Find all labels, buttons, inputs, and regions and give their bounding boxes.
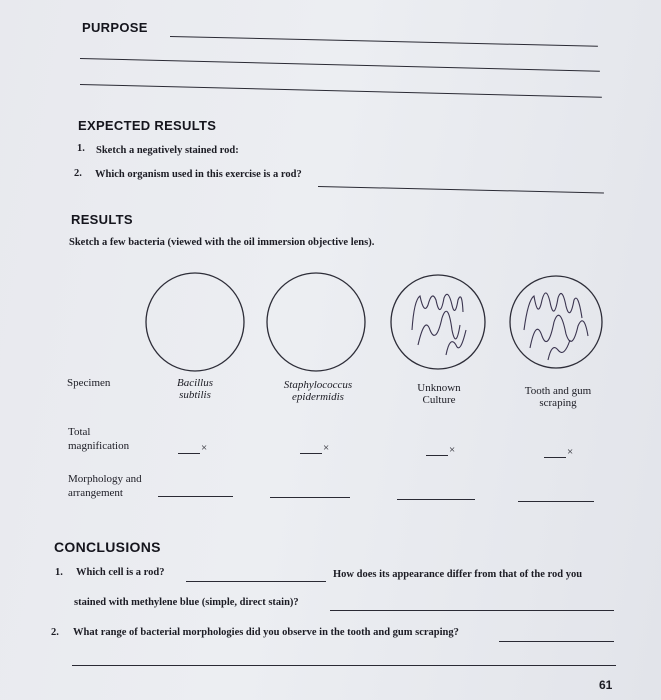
- tooth-gum-sketch-circle[interactable]: [510, 276, 602, 368]
- specimen-staphylococcus-name: [270, 379, 366, 403]
- specimen-tooth-gum-name: [515, 385, 601, 409]
- conclusion-q1-part-b: How does its appearance differ from that of the rod you: [333, 569, 583, 580]
- bacillus-times-sign: ×: [201, 442, 208, 454]
- staphylococcus-magnification-blank[interactable]: [300, 453, 322, 454]
- conclusions-heading: CONCLUSIONS: [54, 539, 161, 555]
- tooth-gum-hand-sketch: [524, 293, 588, 360]
- rod-cell-answer-line[interactable]: [186, 581, 326, 582]
- unknown-times-sign: ×: [449, 444, 456, 456]
- conclusion-q1-part-a: Which cell is a rod?: [76, 567, 165, 578]
- specimen-unknown-line2: Culture: [422, 394, 456, 406]
- bacillus-sketch-circle[interactable]: [146, 273, 244, 371]
- morphology-label-line1: Morphology and: [68, 473, 142, 485]
- tooth-gum-magnification-blank[interactable]: [544, 457, 566, 458]
- staphylococcus-times-sign: ×: [323, 442, 330, 454]
- tooth-gum-times-sign: ×: [567, 446, 574, 458]
- unknown-culture-hand-sketch: [412, 294, 466, 355]
- specimen-unknown-line1: Unknown: [417, 382, 461, 394]
- specimen-tooth-gum-line2: scraping: [539, 397, 577, 409]
- conclusion-q2-text: What range of bacterial morphologies did you observe in the tooth and gum scraping?: [73, 627, 459, 638]
- specimen-tooth-gum-line1: Tooth and gum: [524, 385, 592, 397]
- specimen-bacillus-line1: Bacillus: [176, 377, 214, 389]
- morphology-row-label: [68, 472, 142, 500]
- bacillus-morphology-blank[interactable]: [158, 496, 233, 497]
- specimen-bacillus-line2: subtilis: [179, 389, 211, 401]
- morphology-range-answer-line-2[interactable]: [72, 665, 616, 666]
- conclusion-q1-number: 1.: [55, 567, 63, 578]
- results-instruction: Sketch a few bacteria (viewed with the oil immersion objective lens).: [69, 237, 375, 248]
- total-magnification-label-line2: magnification: [68, 440, 130, 452]
- total-magnification-label-line1: Total: [68, 426, 91, 438]
- morphology-range-answer-line-1[interactable]: [499, 641, 614, 642]
- expected-item-1-number: 1.: [77, 143, 85, 154]
- staphylococcus-morphology-blank[interactable]: [270, 497, 350, 498]
- unknown-magnification-blank[interactable]: [426, 455, 448, 456]
- staphylococcus-sketch-circle[interactable]: [267, 273, 365, 371]
- expected-item-1-text: Sketch a negatively stained rod:: [96, 145, 239, 156]
- morphology-label-line2: arrangement: [68, 487, 123, 499]
- bacillus-magnification-blank[interactable]: [178, 453, 200, 454]
- tooth-gum-morphology-blank[interactable]: [518, 501, 594, 502]
- results-heading: RESULTS: [71, 212, 133, 227]
- expected-results-heading: EXPECTED RESULTS: [78, 118, 217, 133]
- specimen-staphylococcus-line1: Staphylococcus: [283, 379, 353, 391]
- unknown-culture-sketch-circle[interactable]: [391, 275, 485, 369]
- page-number: 61: [599, 678, 613, 692]
- appearance-difference-answer-line[interactable]: [330, 610, 614, 611]
- specimen-bacillus-name: [165, 377, 225, 401]
- conclusion-q2-number: 2.: [51, 627, 59, 638]
- specimen-row-label: Specimen: [67, 377, 111, 389]
- purpose-heading: PURPOSE: [82, 20, 148, 35]
- unknown-morphology-blank[interactable]: [397, 499, 475, 500]
- specimen-unknown-name: [404, 382, 474, 406]
- expected-item-2-text: Which organism used in this exercise is a rod?: [95, 169, 302, 180]
- expected-item-2-number: 2.: [74, 168, 82, 179]
- conclusion-q1-part-c: stained with methylene blue (simple, direct stain)?: [74, 597, 299, 608]
- total-magnification-row-label: [68, 425, 129, 453]
- specimen-staphylococcus-line2: epidermidis: [292, 391, 344, 403]
